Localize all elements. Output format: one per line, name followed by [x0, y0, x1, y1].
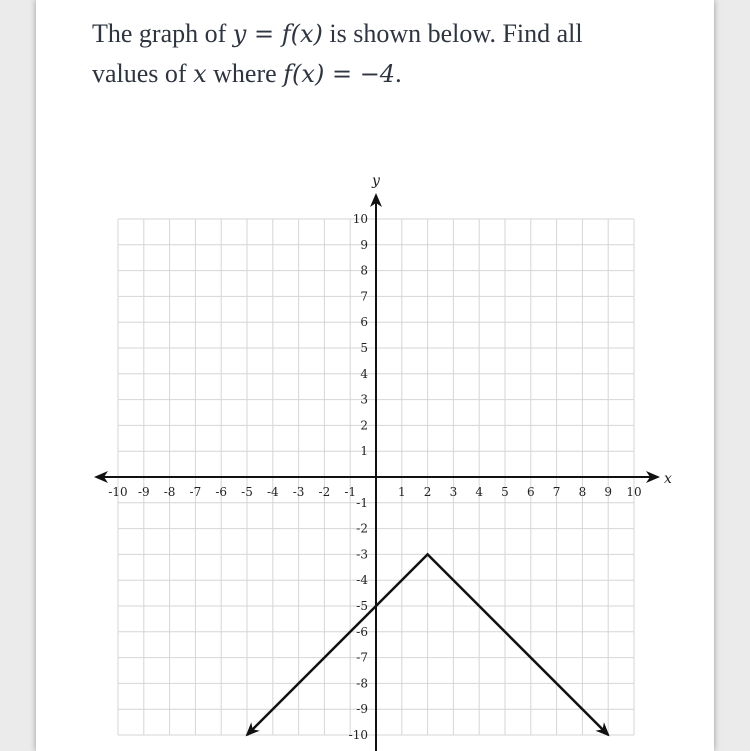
- x-tick-label: -10: [108, 485, 128, 499]
- x-tick-label: 9: [604, 485, 613, 499]
- y-tick-label: 1: [360, 444, 368, 459]
- y-tick-label: 8: [360, 263, 368, 278]
- y-tick-label: 3: [360, 392, 368, 407]
- math-equals: =: [246, 20, 282, 48]
- y-tick-label: 7: [360, 289, 368, 304]
- x-tick-label: -9: [137, 485, 150, 499]
- y-tick-label: -7: [356, 650, 368, 665]
- question-text-part: where: [206, 59, 284, 88]
- question-text-part: .: [395, 59, 402, 88]
- math-equals: =: [324, 60, 360, 88]
- question-text-part: values of: [92, 59, 194, 88]
- y-tick-label: 10: [352, 212, 368, 226]
- y-tick-label: 5: [360, 341, 368, 355]
- y-tick-label: -2: [356, 521, 368, 536]
- y-tick-label: -1: [356, 495, 368, 510]
- x-tick-label: -3: [292, 485, 305, 499]
- x-tick-label: -7: [189, 485, 202, 499]
- y-tick-label: 2: [360, 418, 368, 433]
- question-text-part: is shown below. Find all: [322, 19, 583, 48]
- x-tick-label: 8: [578, 485, 587, 499]
- x-tick-label: -1: [344, 485, 357, 499]
- x-tick-label: 5: [501, 485, 509, 499]
- x-tick-label: -4: [266, 485, 279, 499]
- y-tick-label: 6: [360, 315, 368, 330]
- y-tick-label: -4: [356, 573, 368, 588]
- y-tick-label: -3: [356, 547, 368, 562]
- y-tick-label: -8: [356, 676, 368, 691]
- x-tick-label: 7: [552, 485, 561, 499]
- y-tick-label: -9: [356, 702, 368, 717]
- y-tick-label: -5: [356, 599, 368, 613]
- math-y: y: [232, 20, 247, 48]
- y-tick-label: -6: [356, 624, 368, 639]
- x-axis-label: x: [664, 471, 672, 487]
- y-tick-label: -10: [348, 728, 368, 742]
- x-tick-label: -8: [163, 485, 176, 499]
- math-fx: f(x): [283, 60, 325, 88]
- math-fx: f(x): [281, 20, 323, 48]
- x-tick-label: 10: [626, 485, 642, 499]
- axes: [94, 173, 672, 751]
- x-tick-label: 6: [526, 485, 535, 499]
- x-tick-label: -5: [241, 485, 253, 499]
- y-tick-label: 9: [360, 237, 368, 252]
- question-text-part: The graph of: [92, 19, 233, 48]
- x-tick-label: 2: [423, 485, 432, 499]
- x-tick-label: 3: [449, 485, 458, 499]
- y-tick-label: 4: [360, 366, 368, 381]
- x-tick-label: -6: [215, 485, 228, 499]
- x-tick-label: 4: [475, 485, 484, 499]
- x-tick-label: 1: [397, 485, 406, 499]
- x-tick-label: -2: [318, 485, 331, 499]
- math-value: −4: [359, 60, 396, 88]
- y-axis-label: y: [372, 173, 380, 189]
- math-x: x: [193, 60, 207, 88]
